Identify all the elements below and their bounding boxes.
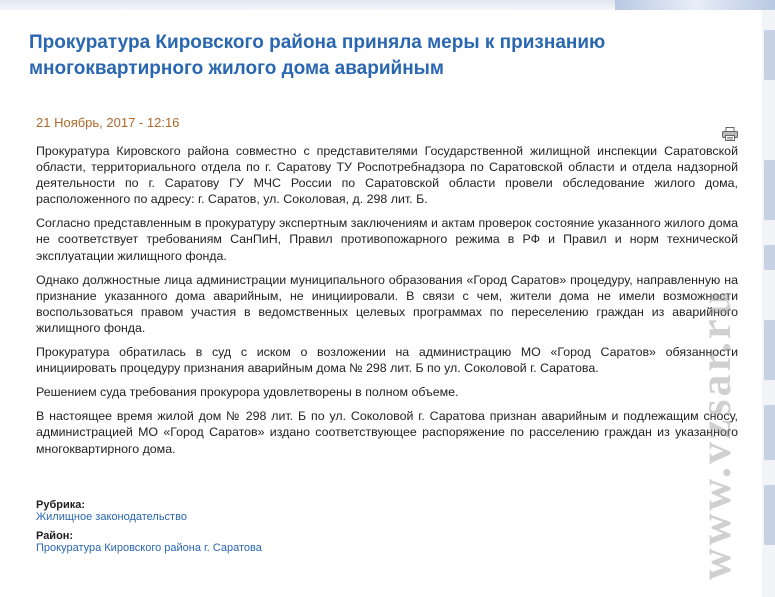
district-link[interactable]: Прокуратура Кировского района г. Саратова bbox=[36, 542, 262, 554]
watermark-text: www.vzsar.ru bbox=[691, 288, 740, 580]
article-paragraph: В настоящее время жилой дом № 298 лит. Б по ул. Соколовой г. Саратова признан аварийным и подлежащим сносу, администрацией МО «Город Саратов» издано соответствующее распоряжение по расселению граждан из указанного многоквартирного дома. bbox=[36, 409, 738, 456]
rubric-link[interactable]: Жилищное законодательство bbox=[36, 511, 187, 523]
article-container bbox=[0, 10, 762, 597]
right-edge-tab bbox=[764, 405, 775, 460]
article-paragraph: Согласно представленным в прокуратуру экспертным заключениям и актам проверок состояние указанного жилого дома не соответствует требованиям СанПиН, Правил противопожарного режима в РФ и Правил и норм технической эксплуатации жилищного фонда. bbox=[36, 216, 738, 263]
article-paragraph: Прокуратура обратилась в суд с иском о возложении на администрацию МО «Город Саратов» обязанности инициировать процедуру признания аварийным дома № 298 лит. Б по ул. Соколовой г. Саратова. bbox=[36, 345, 738, 376]
district-label: Район: bbox=[36, 530, 74, 542]
printer-icon[interactable] bbox=[722, 127, 738, 141]
article-date: 21 Ноябрь, 2017 - 12:16 bbox=[36, 115, 180, 130]
right-edge-strip bbox=[762, 10, 775, 597]
top-banner-strip bbox=[0, 0, 775, 10]
right-edge-tab bbox=[764, 160, 775, 220]
rubric-block bbox=[36, 499, 187, 523]
article-paragraph: Прокуратура Кировского района совместно с представителями Государственной жилищной инспекции Саратовской области, территориального отдела по г. Саратову ТУ Роспотребнадзора по Саратовской области и отдела надзорной деятельности по г. Саратову ГУ МЧС России по Саратовской области провели обследование жилого дома, расположенного по адресу: г. Саратов, ул. Соколовая, д. 298 лит. Б. bbox=[36, 144, 738, 207]
district-block bbox=[36, 530, 262, 554]
right-edge-tab bbox=[764, 30, 775, 80]
right-edge-tab bbox=[764, 245, 775, 270]
right-edge-tab bbox=[764, 485, 775, 545]
article-paragraph: Однако должностные лица администрации муниципального образования «Город Саратов» процедуру, направленную на признание указанного дома аварийным, не инициировали. В связи с чем, жители дома не имели возможности воспользоваться правом участия в ведомственных целевых программах по переселению граждан из аварийного жилищного фонда. bbox=[36, 272, 738, 335]
right-edge-tab bbox=[764, 320, 775, 380]
top-banner-right bbox=[615, 0, 775, 10]
article-title: Прокуратура Кировского района приняла меры к признанию многоквартирного жилого дома аварийным bbox=[29, 32, 606, 79]
rubric-label: Рубрика: bbox=[36, 499, 86, 511]
article-paragraph: Решением суда требования прокурора удовлетворены в полном объеме. bbox=[36, 385, 459, 400]
article-body bbox=[36, 143, 738, 465]
